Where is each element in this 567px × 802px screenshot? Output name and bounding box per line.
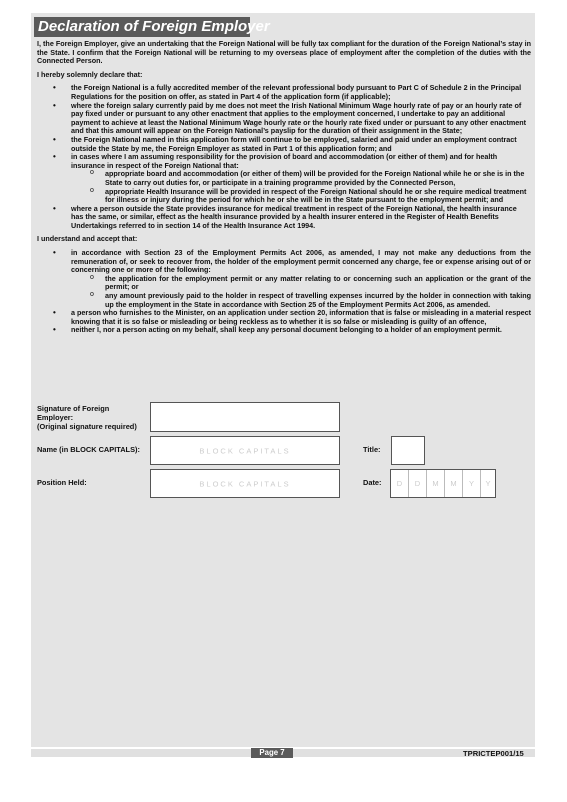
understand-subitem: o the application for the employment permit or any matter relating to or concerning such an application or the grant of the permit; or bbox=[71, 275, 531, 292]
name-label: Name (in BLOCK CAPITALS): bbox=[37, 445, 140, 454]
understand-item: • in accordance with Section 23 of the Employment Permits Act 2006, as amended, I may not make any deductions from the remuneration of, or seek to recover from, the holder of the employment permit concerned any charge, fee or expense arising out of or concerning one or more of the following: o the application for the employment permit or any matter relating to or concerning such an application or the grant of the permit; or o any amount previously paid to the holder in respect of travelling expenses incurred by the holder in connection with taking up the employment in the State in accordance with Section 25 of the Employment Permits Act 2006, as amended. bbox=[37, 249, 531, 309]
signature-field[interactable] bbox=[150, 402, 340, 432]
name-field[interactable] bbox=[150, 436, 340, 465]
date-day-cell: D bbox=[409, 470, 427, 497]
declare-sublist bbox=[71, 170, 531, 204]
date-month-cell: M bbox=[427, 470, 445, 497]
understand-sublist bbox=[71, 275, 531, 309]
understand-item: • neither I, nor a person acting on my behalf, shall keep any personal document belonging to a holder of an employment permit. bbox=[37, 326, 531, 335]
date-year-cell: Y bbox=[485, 479, 491, 488]
declare-item: • in cases where I am assuming responsibility for the provision of board and accommodation (or either of them) and for health insurance in respect of the Foreign National that: o appropriate board and accommodation (or either of them) will be provided for the Foreign National while he or she is in the State to carry out duties for, or participate in a training programme provided by the Connected Person, o appropriate Health Insurance will be provided in respect of the Foreign National should he or she require medical treatment for illness or injury during the period for which he or she will be in the State pursuant to the employment permit; and bbox=[37, 153, 531, 205]
date-month-cell: M bbox=[445, 470, 463, 497]
position-label: Position Held: bbox=[37, 478, 87, 487]
declare-subitem: o appropriate Health Insurance will be provided in respect of the Foreign National should he or she require medical treatment for illness or injury during the period for which he or she will be in the State pursuant to the employment permit; and bbox=[71, 188, 531, 205]
title-label: Title: bbox=[363, 445, 381, 454]
date-day-cell: D bbox=[391, 470, 409, 497]
date-field[interactable] bbox=[390, 469, 496, 498]
declare-subitem: o appropriate board and accommodation (or either of them) will be provided for the Foreign National while he or she is in the State to carry out duties for, or participate in a training programme provided by the Connected Person, bbox=[71, 170, 531, 187]
page-number: Page 7 bbox=[251, 748, 293, 758]
understand-subitem: o any amount previously paid to the holder in respect of travelling expenses incurred by the holder in connection with taking up the employment in the State in accordance with Section 25 of the Employment Permits Act 2006, as amended. bbox=[71, 292, 531, 309]
declare-item: • the Foreign National is a fully accredited member of the relevant professional body pursuant to Part C of Schedule 2 in the Principal Regulations for the position on offer, as stated in Part 4 of the application form (if applicable); bbox=[37, 84, 531, 101]
understand-item: • a person who furnishes to the Minister, on an application under section 20, information that is false or misleading in a material respect knowing that it is so false or misleading or being reckless as to whether it is so false or misleading is guilty of an offence, bbox=[37, 309, 531, 326]
understand-list bbox=[37, 249, 531, 335]
section-title: Declaration of Foreign Employer bbox=[38, 18, 270, 35]
date-year-cell: Y bbox=[463, 470, 481, 497]
declare-heading: I hereby solemnly declare that: bbox=[37, 69, 143, 79]
declare-item: • where the foreign salary currently paid by me does not meet the Irish National Minimum Wage hourly rate of pay or an hourly rate of pay fixed under or pursuant to any other enactment that applies to the employment concerned, I undertake to pay an additional payment to achieve at least the National Minimum Wage hourly rate or the hourly rate fixed under or pursuant to any other enactment and that this amount will appear on the Foreign National’s payslip for the duration of their assignment in the State; bbox=[37, 102, 531, 136]
form-code: TPRICTEP001/15 bbox=[463, 749, 524, 758]
section-title-bar bbox=[34, 17, 270, 37]
declare-item: • where a person outside the State provides insurance for medical treatment in respect of the Foreign National, the health insurance has the same, or similar, effect as the health insurance provided by a health insurer entered in the Register of Health Benefits Undertakings referred to in section 14 of the Health Insurance Act 1994. bbox=[37, 205, 531, 231]
name-placeholder: BLOCK CAPITALS bbox=[199, 446, 291, 455]
signature-label: Signature of Foreign Employer: (Original signature required) bbox=[37, 404, 137, 431]
declare-list bbox=[37, 84, 531, 230]
declare-item: • the Foreign National named in this application form will continue to be employed, salaried and paid under an employment contract outside the State by me, the Foreign Employer as stated in Part 1 of this application form; and bbox=[37, 136, 531, 153]
declaration-body bbox=[37, 40, 531, 340]
position-placeholder: BLOCK CAPITALS bbox=[199, 479, 291, 488]
intro-paragraph: I, the Foreign Employer, give an undertaking that the Foreign National will be fully tax compliant for the duration of the Foreign National’s stay in the State. I confirm that the Foreign National will be returning to my overseas place of employment after the completion of the duties with the Connected Person. bbox=[37, 39, 531, 66]
date-label: Date: bbox=[363, 478, 382, 487]
position-field[interactable] bbox=[150, 469, 340, 498]
title-field[interactable] bbox=[391, 436, 425, 465]
understand-heading: I understand and accept that: bbox=[37, 234, 138, 244]
